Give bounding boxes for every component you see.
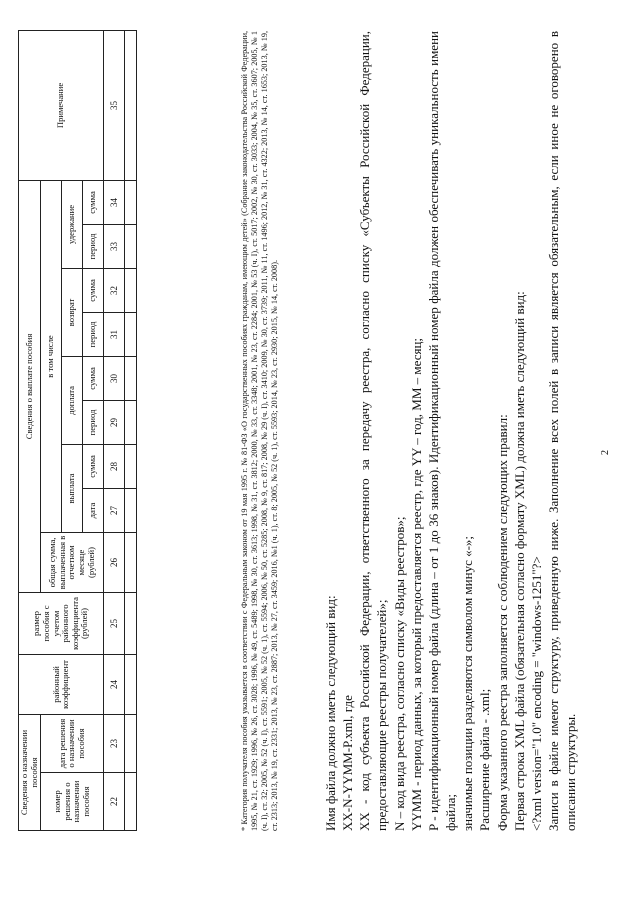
column-number: 35 bbox=[104, 30, 125, 180]
header-data-resheniya: дата решения о назначении пособия bbox=[41, 714, 104, 772]
empty-cell bbox=[125, 180, 137, 224]
header-v-tom-chisle: в том числе bbox=[41, 180, 62, 532]
empty-cell bbox=[125, 400, 137, 444]
column-number: 32 bbox=[104, 268, 125, 312]
empty-cell bbox=[125, 312, 137, 356]
footnote: * Категория получателя пособия указывается в соответствии с Федеральным законом от 19 мая 1995 г. № 81-ФЗ «О государственных пособиях гражданам, имеющим детей» (Собрание законодательства Российской Федерации, 1995, № 21, ст. 1929; 1996, № 26, ст. 3028; 1996, № 49, ст. 5489; 1998, № 30, ст. 3613; 1998, № 31, ст. 3812; 2000, № 33, ст. 3348; 2001, № 23, ст. 2284; 2001, № 53 (ч. I), ст. 5017; 2002, № 30, ст. 3033; 2004, № 35, ст. 3607; 2005, № 1 (ч. I), ст. 32; 2005, № 52 (ч. I), ст. 5591; 2005, № 52 (ч. 1), ст. 5594; 2006, № 50, ст. 5285; 2008, № 9, ст. 817; 2008, № 29 (ч. I), ст. 3410; 2009, № 30, ст. 3739; 2011, № 11, ст. 1496; 2012, № 31, ст. 4322; 2013, № 14, ст. 1653; 2013, № 19, ст. 2313; 2013, № 19, ст. 2331; 2013, № 23, ст. 2887; 2013, № 27, ст. 3459; 2016, №1 (ч. 1), ст. 8; 2005, № 52 (ч. 1), ст. 5593; 2014, № 23, ст. 2930; 2015, № 14, ст. 2008). bbox=[240, 31, 279, 831]
empty-cell bbox=[125, 654, 137, 714]
header-vozvrat-summa: сумма bbox=[83, 268, 104, 312]
header-obshaya-summa: общая сумма, выплаченная в отчетном месяце (рублей) bbox=[41, 532, 104, 592]
benefits-table-container bbox=[18, 31, 137, 831]
column-number: 27 bbox=[104, 488, 125, 532]
column-number: 29 bbox=[104, 400, 125, 444]
body-line: N – код вида реестра, согласно списку «Виды реестров»; bbox=[391, 516, 407, 831]
column-number: 22 bbox=[104, 773, 125, 831]
column-number: 30 bbox=[104, 356, 125, 400]
xml-declaration: <?xml version="1.0" encoding = "windows-1251"?> bbox=[528, 556, 544, 831]
body-line: Форма указанного реестра заполняется с соблюдением следующих правил: bbox=[494, 414, 510, 831]
empty-cell bbox=[125, 224, 137, 268]
empty-cell bbox=[125, 592, 137, 654]
empty-cell bbox=[125, 488, 137, 532]
column-number: 23 bbox=[104, 714, 125, 772]
body-line: P - идентификационный номер файла (длина – от 1 до 36 знаков). Идентификационный номер файла должен обеспечивать уникальность имени файла; bbox=[425, 31, 459, 831]
column-number-row bbox=[104, 30, 125, 830]
column-number: 25 bbox=[104, 592, 125, 654]
header-doplata-period: период bbox=[83, 400, 104, 444]
column-number: 34 bbox=[104, 180, 125, 224]
page-number: 2 bbox=[600, 450, 611, 455]
file-format-description bbox=[322, 31, 579, 831]
body-line: Имя файла должно иметь следующий вид: bbox=[323, 595, 338, 831]
body-line: XX - код субъекта Российской Федерации, ответственного за передачу реестра, согласно списку «Субъекты Российской Федерации, предоставляющие реестры получателей»; bbox=[357, 31, 390, 831]
column-number: 31 bbox=[104, 312, 125, 356]
header-vyplata-svedeniya: Сведения о выплате пособия bbox=[19, 180, 41, 592]
header-uderzhanie-summa: сумма bbox=[83, 180, 104, 224]
empty-row bbox=[125, 30, 137, 830]
body-line: Записи в файле имеют структуру, приведенную ниже. Заполнение всех полей в записи является обязательным, если иное не оговорено в описании структуры. bbox=[546, 31, 579, 831]
empty-cell bbox=[125, 444, 137, 488]
empty-cell bbox=[125, 532, 137, 592]
benefits-table bbox=[18, 30, 137, 831]
header-razmer-posobiya: размер пособия с учетом районного коэффициента (рублей) bbox=[19, 592, 104, 654]
header-naznachenie: Сведения о назначении пособия bbox=[19, 714, 41, 830]
header-sub-vyplata: выплата bbox=[62, 444, 83, 532]
header-sub-doplata: доплата bbox=[62, 356, 83, 444]
header-rayonny-koef: районный коэффициент bbox=[19, 654, 104, 714]
body-line: XX-N-YYMM-P.xml, где bbox=[340, 695, 356, 831]
body-line: значимые позиции разделяются символом минус «-»; bbox=[460, 535, 476, 831]
body-line: Первая строка XML файла (обязательная согласно формату XML) должна иметь следующий вид: bbox=[511, 291, 527, 831]
header-primechanie: Примечание bbox=[19, 30, 104, 180]
header-sub-vozvrat: возврат bbox=[62, 268, 83, 356]
empty-cell bbox=[125, 356, 137, 400]
header-vyplata-summa: сумма bbox=[83, 444, 104, 488]
column-number: 33 bbox=[104, 224, 125, 268]
empty-cell bbox=[125, 714, 137, 772]
body-line: YYMM - период данных, за который предоставляется реестр, где YY – год, MM – месяц; bbox=[408, 337, 424, 831]
header-vozvrat-period: период bbox=[83, 312, 104, 356]
empty-cell bbox=[125, 30, 137, 180]
column-number: 26 bbox=[104, 532, 125, 592]
empty-cell bbox=[125, 773, 137, 831]
header-sub-uderzhanie: удержание bbox=[62, 180, 83, 268]
header-vyplata-data: дата bbox=[83, 488, 104, 532]
header-uderzhanie-period: период bbox=[83, 224, 104, 268]
empty-cell bbox=[125, 268, 137, 312]
header-nomer-resheniya: номер решения о назначении пособия bbox=[41, 773, 104, 831]
column-number: 24 bbox=[104, 654, 125, 714]
body-line: Расширение файла - .xml; bbox=[477, 688, 493, 831]
header-doplata-summa: сумма bbox=[83, 356, 104, 400]
column-number: 28 bbox=[104, 444, 125, 488]
